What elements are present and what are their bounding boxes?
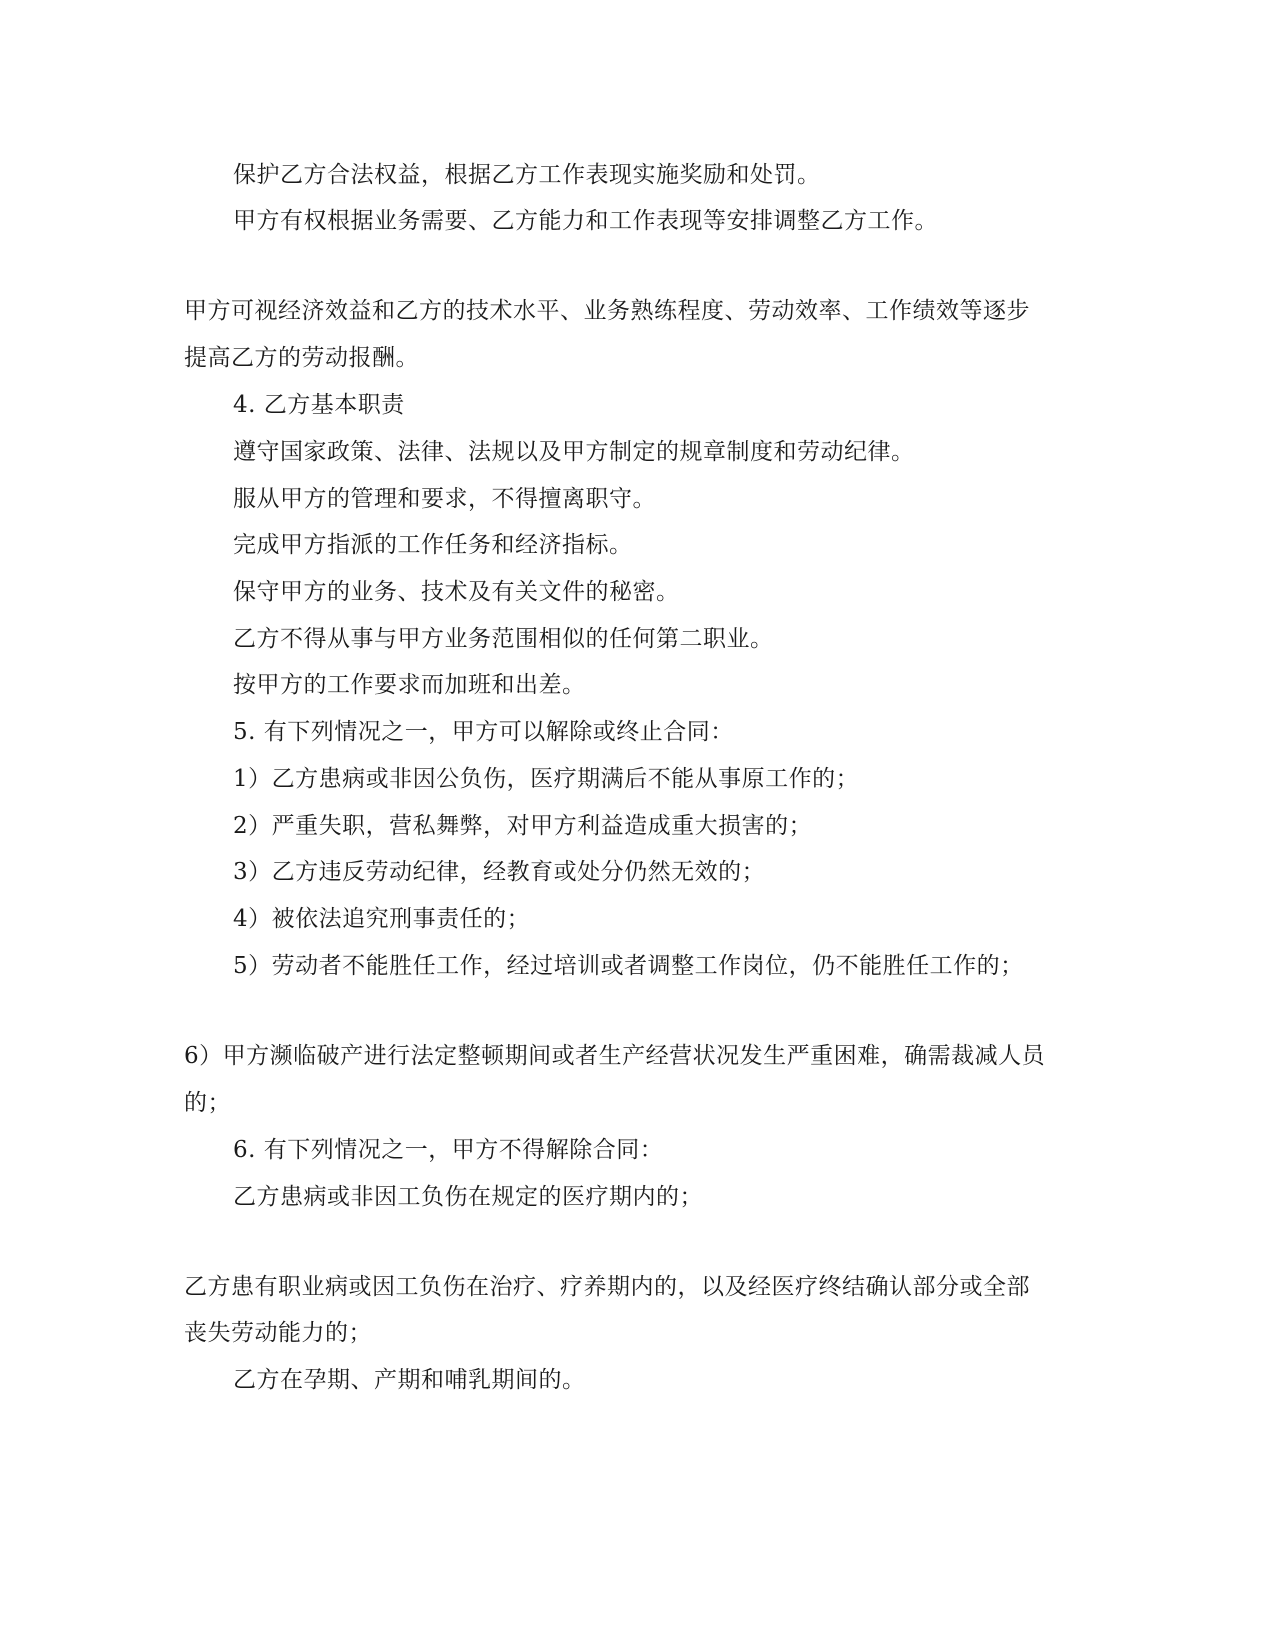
paragraph-line: 甲方有权根据业务需要、乙方能力和工作表现等安排调整乙方工作。: [233, 208, 938, 234]
list-item: 1）乙方患病或非因公负伤，医疗期满后不能从事原工作的；: [233, 766, 860, 792]
paragraph-line: 乙方在孕期、产期和哺乳期间的。: [233, 1367, 586, 1393]
section-heading: 6. 有下列情况之一，甲方不得解除合同：: [233, 1137, 664, 1163]
paragraph-line: 乙方患病或非因工负伤在规定的医疗期内的；: [233, 1184, 703, 1210]
paragraph-line: 保护乙方合法权益，根据乙方工作表现实施奖励和处罚。: [233, 162, 821, 188]
paragraph-line: 完成甲方指派的工作任务和经济指标。: [233, 532, 633, 558]
paragraph-line: 提高乙方的劳动报酬。: [184, 345, 419, 371]
paragraph-line: 乙方不得从事与甲方业务范围相似的任何第二职业。: [233, 626, 774, 652]
section-heading: 5. 有下列情况之一，甲方可以解除或终止合同：: [233, 719, 734, 745]
paragraph-line: 保守甲方的业务、技术及有关文件的秘密。: [233, 579, 680, 605]
paragraph-line: 丧失劳动能力的；: [184, 1320, 372, 1346]
list-item: 3）乙方违反劳动纪律，经教育或处分仍然无效的；: [233, 859, 766, 885]
list-item: 4）被依法追究刑事责任的；: [233, 906, 531, 932]
list-item: 的；: [184, 1090, 231, 1116]
list-item: 2）严重失职，营私舞弊，对甲方利益造成重大损害的；: [233, 813, 813, 839]
section-heading: 4. 乙方基本职责: [233, 392, 405, 418]
paragraph-line: 乙方患有职业病或因工负伤在治疗、疗养期内的，以及经医疗终结确认部分或全部: [184, 1274, 1030, 1300]
list-item: 5）劳动者不能胜任工作，经过培训或者调整工作岗位，仍不能胜任工作的；: [233, 953, 1024, 979]
paragraph-line: 遵守国家政策、法律、法规以及甲方制定的规章制度和劳动纪律。: [233, 439, 915, 465]
paragraph-line: 服从甲方的管理和要求，不得擅离职守。: [233, 486, 656, 512]
list-item: 6）甲方濒临破产进行法定整顿期间或者生产经营状况发生严重困难，确需裁减人员: [184, 1043, 1046, 1069]
paragraph-line: 甲方可视经济效益和乙方的技术水平、业务熟练程度、劳动效率、工作绩效等逐步: [184, 298, 1030, 324]
paragraph-line: 按甲方的工作要求而加班和出差。: [233, 672, 586, 698]
